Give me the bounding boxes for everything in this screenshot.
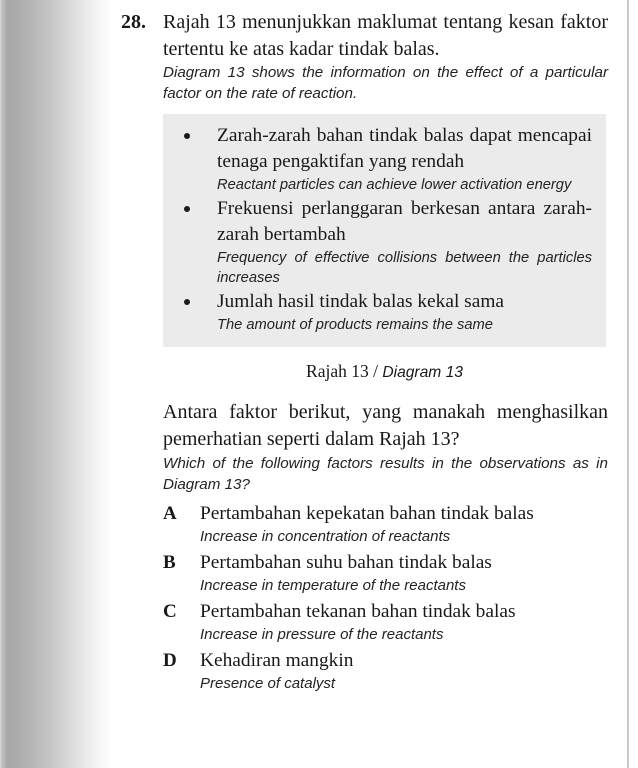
diagram-caption-english: Diagram 13 (382, 364, 463, 381)
diagram-caption (163, 360, 606, 384)
bullet-point-icon (184, 206, 190, 212)
page-right-margin (631, 0, 638, 768)
answer-options (163, 501, 608, 693)
option-c-text (200, 599, 608, 644)
option-letter-d: D (163, 650, 177, 671)
question-prompt-malay: Antara faktor berikut, yang manakah menghasilkan pemerhatian seperti dalam Rajah 13? (163, 401, 608, 450)
question-prompt-english: Which of the following factors results in the observations as in Diagram 13? (163, 455, 608, 493)
option-b-english: Increase in temperature of the reactants (200, 577, 466, 594)
question-stem-malay: Rajah 13 menunjukkan maklumat tentang kesan faktor tertentu ke atas kadar tindak balas. (163, 11, 608, 60)
question-body (163, 9, 608, 697)
page-gutter-shadow (0, 0, 112, 768)
bullet-text-english: The amount of products remains the same (217, 317, 493, 333)
option-a-text (200, 501, 608, 546)
bullet-text-malay: Jumlah hasil tindak balas kekal sama (217, 291, 505, 312)
option-c[interactable] (163, 599, 608, 644)
list-item (177, 123, 592, 195)
list-item (177, 196, 592, 288)
list-item (177, 289, 592, 335)
option-d[interactable] (163, 648, 608, 693)
bullet-point-icon (184, 133, 190, 139)
diagram-13-panel (163, 114, 606, 347)
bullet-text-english: Frequency of effective collisions between the particles increases (217, 250, 592, 286)
option-letter-b: B (163, 552, 176, 573)
option-letter-c: C (163, 601, 177, 622)
question-prompt (163, 399, 608, 495)
bullet-text-english: Reactant particles can achieve lower activation energy (217, 177, 572, 193)
option-a-english: Increase in concentration of reactants (200, 528, 451, 545)
option-b[interactable] (163, 550, 608, 595)
question-stem-english: Diagram 13 shows the information on the effect of a particular factor on the rate of reaction. (163, 64, 608, 102)
option-letter-a: A (163, 503, 177, 524)
option-b-malay: Pertambahan suhu bahan tindak balas (200, 552, 492, 573)
option-d-malay: Kehadiran mangkin (200, 650, 354, 671)
question-number: 28. (121, 11, 146, 33)
diagram-bullet-list (177, 123, 592, 335)
option-c-malay: Pertambahan tekanan bahan tindak balas (200, 601, 516, 622)
option-d-english: Presence of catalyst (200, 675, 336, 692)
option-a-malay: Pertambahan kepekatan bahan tindak balas (200, 503, 534, 524)
question-28 (121, 9, 608, 697)
question-content (121, 9, 608, 697)
bullet-text-malay: Frekuensi perlanggaran berkesan antara zarah-zarah bertambah (217, 198, 592, 245)
bullet-text-malay: Zarah-zarah bahan tindak balas dapat mencapai tenaga pengaktifan yang rendah (217, 125, 592, 172)
option-b-text (200, 550, 608, 595)
diagram-caption-malay: Rajah 13 / (306, 361, 383, 381)
option-d-text (200, 648, 608, 693)
option-a[interactable] (163, 501, 608, 546)
bullet-point-icon (184, 299, 190, 305)
option-c-english: Increase in pressure of the reactants (200, 626, 444, 643)
page-right-edge-line (627, 0, 629, 768)
